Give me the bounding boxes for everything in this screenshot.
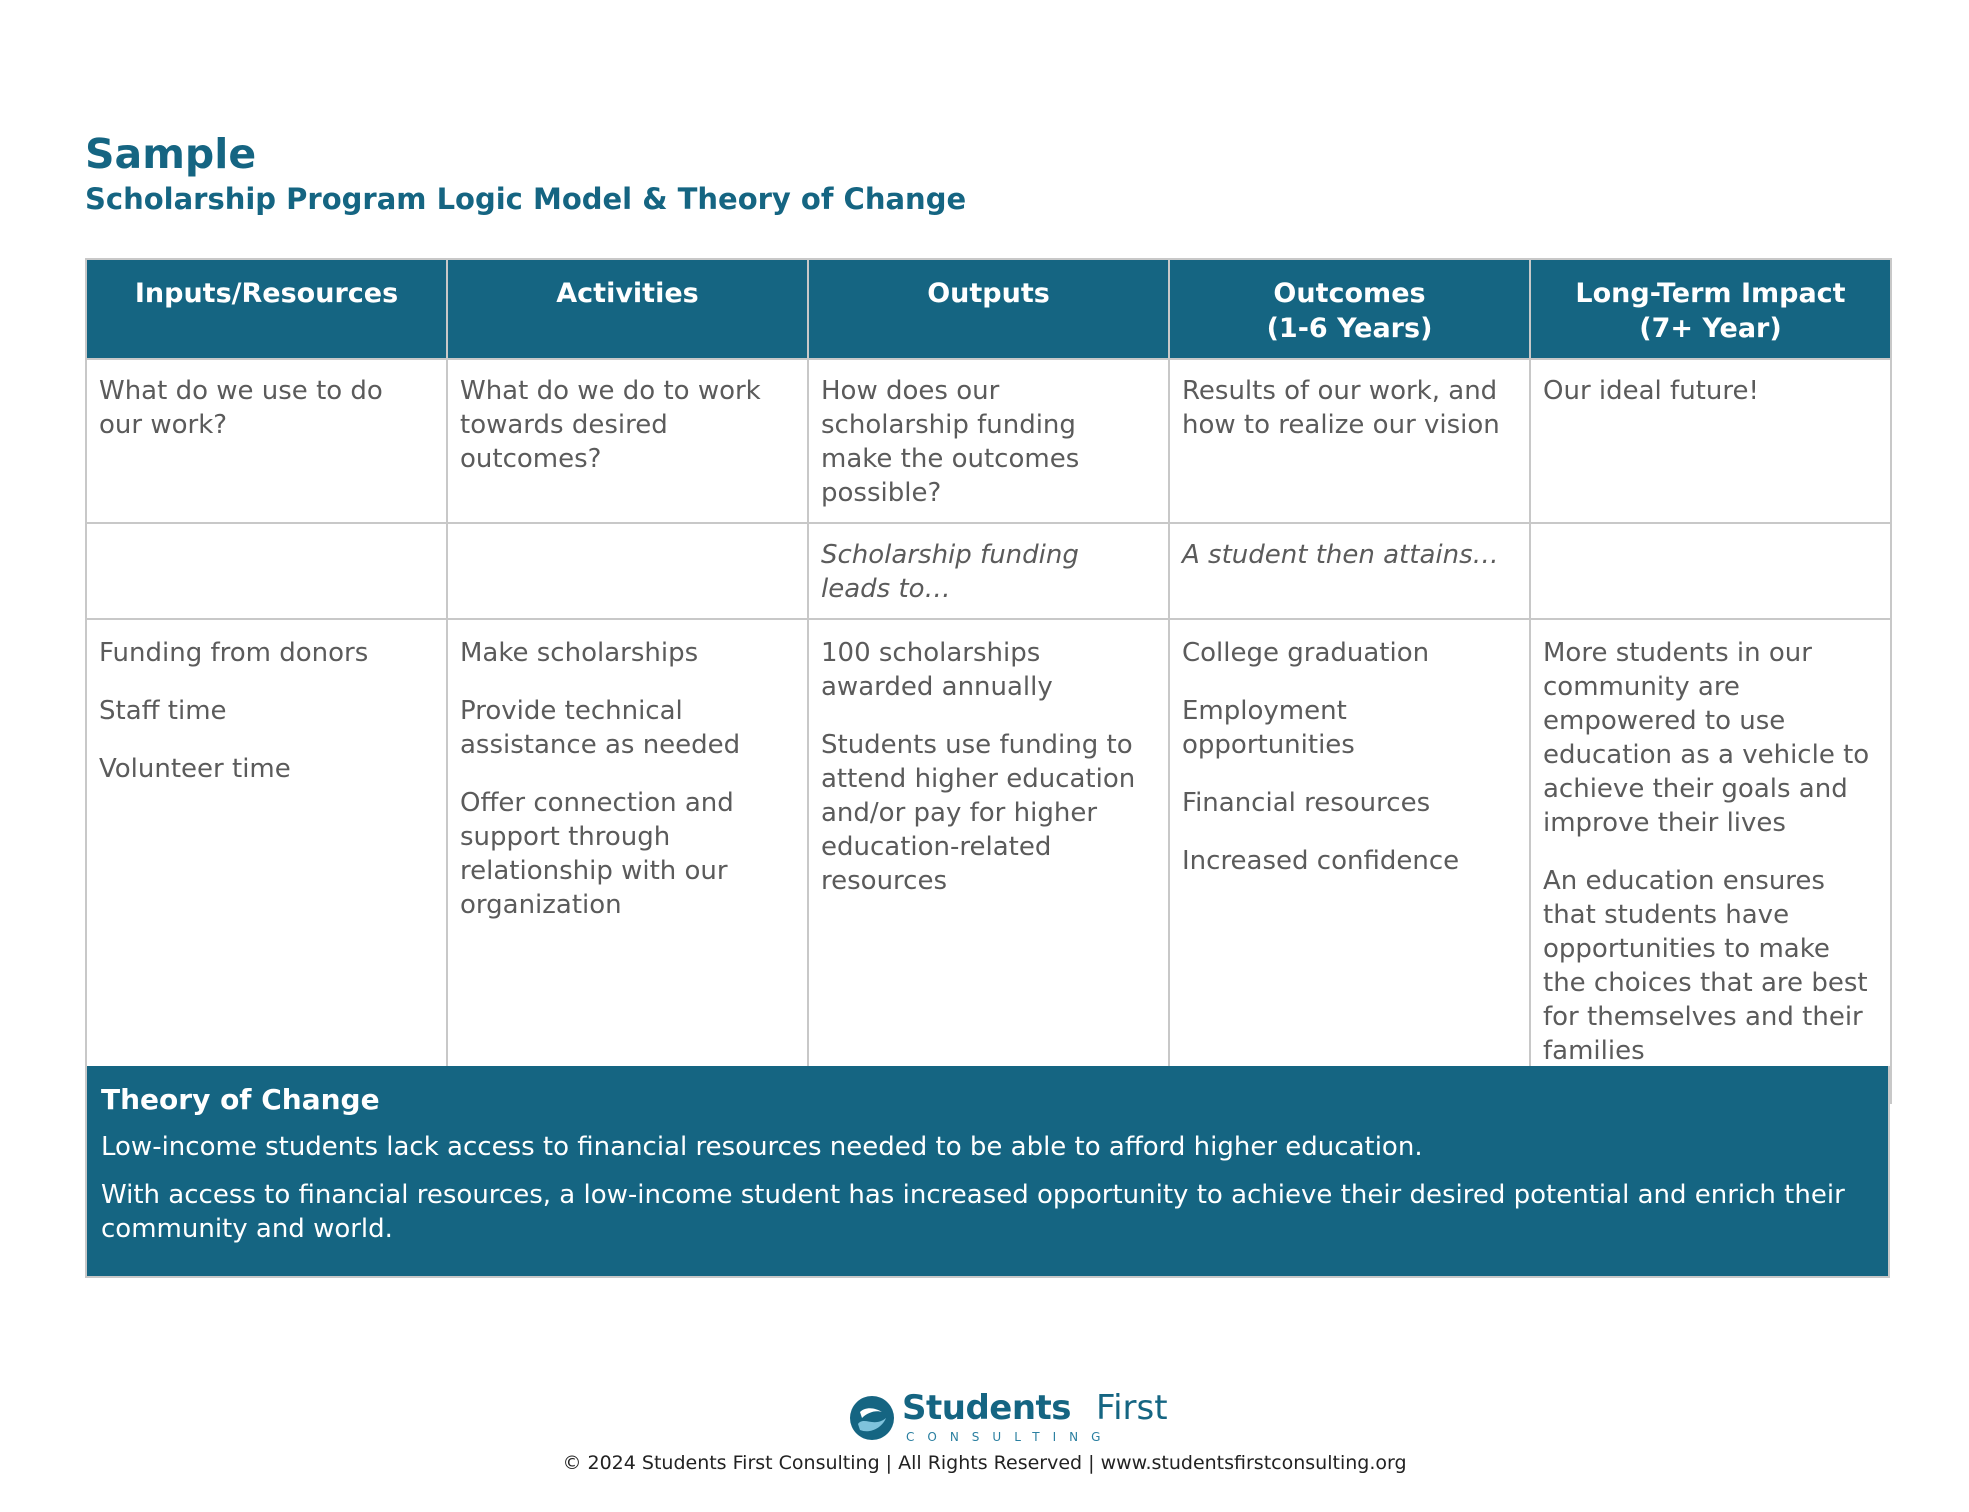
theory-of-change-title: Theory of Change	[101, 1083, 380, 1116]
logo-word-first: First	[1096, 1388, 1168, 1428]
list-item: Make scholarships	[460, 638, 699, 668]
logo-tagline: CONSULTING	[906, 1430, 1114, 1444]
column-header-activities	[447, 259, 808, 359]
logo-word-students: Students	[902, 1388, 1072, 1428]
list-item: More students in our community are empowered to use education as a vehicle to achieve their goals and improve their lives	[1543, 638, 1870, 838]
list-item: 100 scholarships awarded annually	[821, 638, 1053, 702]
content-cell-impact	[1530, 619, 1891, 1103]
column-header-outcomes	[1169, 259, 1530, 359]
column-header-label: Long-Term Impact	[1575, 278, 1846, 309]
column-header-label: Inputs/Resources	[134, 278, 399, 309]
list-item: Staff time	[99, 696, 227, 726]
list-item: Provide technical assistance as needed	[460, 696, 741, 760]
content-cell-outputs	[808, 619, 1169, 1103]
question-cell-activities: What do we do to work towards desired outcomes?	[447, 359, 808, 523]
page-subtitle: Scholarship Program Logic Model & Theory of Change	[85, 182, 967, 216]
theory-of-change-paragraph: Low-income students lack access to financial resources needed to be able to afford higher education.	[101, 1132, 1423, 1162]
question-row	[86, 359, 1891, 523]
column-header-impact	[1530, 259, 1891, 359]
lead-cell-outcomes: A student then attains…	[1169, 523, 1530, 619]
logic-model-table	[85, 258, 1892, 1104]
content-cell-inputs	[86, 619, 447, 1103]
header-row	[86, 259, 1891, 359]
content-cell-activities	[447, 619, 808, 1103]
lead-row	[86, 523, 1891, 619]
page-title: Sample	[85, 130, 257, 178]
lead-cell-inputs	[86, 523, 447, 619]
column-header-sublabel: (7+ Year)	[1639, 313, 1782, 344]
list-item: Students use funding to attend higher education and/or pay for higher education-related resources	[821, 730, 1136, 896]
lead-cell-impact	[1530, 523, 1891, 619]
copyright-text: © 2024 Students First Consulting | All Rights Reserved | www.studentsfirstconsulting.org	[562, 1452, 1407, 1474]
question-cell-outputs: How does our scholarship funding make the outcomes possible?	[808, 359, 1169, 523]
list-item: Funding from donors	[99, 638, 369, 668]
column-header-label: Outcomes	[1273, 278, 1426, 309]
question-cell-inputs: What do we use to do our work?	[86, 359, 447, 523]
list-item: Offer connection and support through relationship with our organization	[460, 788, 734, 920]
question-cell-impact: Our ideal future!	[1530, 359, 1891, 523]
list-item: Increased confidence	[1182, 846, 1460, 876]
theory-of-change-paragraph: With access to financial resources, a low-income student has increased opportunity to achieve their desired potential and enrich their community and world.	[101, 1180, 1845, 1244]
list-item: College graduation	[1182, 638, 1430, 668]
column-header-label: Outputs	[927, 278, 1050, 309]
content-cell-outcomes	[1169, 619, 1530, 1103]
list-item: An education ensures that students have opportunities to make the choices that are best for themselves and their families	[1543, 866, 1868, 1066]
logo-mark-icon	[848, 1394, 896, 1442]
content-row	[86, 619, 1891, 1103]
column-header-sublabel: (1-6 Years)	[1266, 313, 1433, 344]
company-logo	[848, 1388, 1168, 1446]
lead-cell-activities	[447, 523, 808, 619]
column-header-label: Activities	[556, 278, 699, 309]
question-cell-outcomes: Results of our work, and how to realize our vision	[1169, 359, 1530, 523]
lead-cell-outputs: Scholarship funding leads to…	[808, 523, 1169, 619]
list-item: Employment opportunities	[1182, 696, 1355, 760]
column-header-inputs	[86, 259, 447, 359]
list-item: Volunteer time	[99, 754, 291, 784]
column-header-outputs	[808, 259, 1169, 359]
list-item: Financial resources	[1182, 788, 1431, 818]
theory-of-change-panel	[85, 1066, 1890, 1278]
